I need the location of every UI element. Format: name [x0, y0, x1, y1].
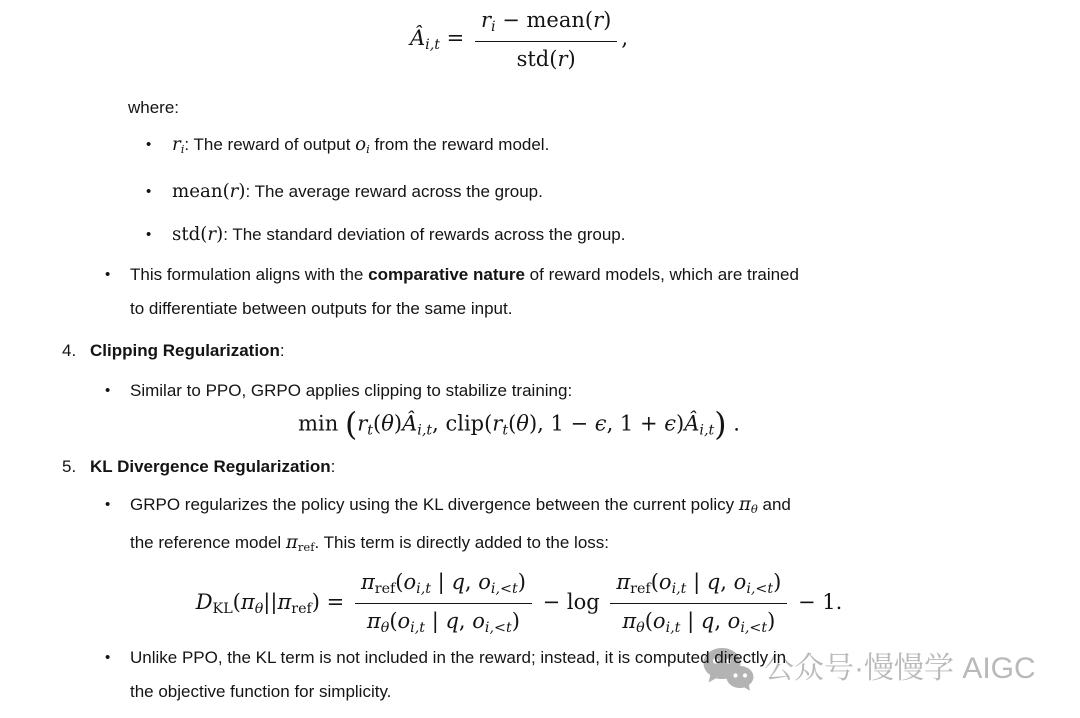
formula-kl [0, 568, 1080, 639]
text-segment: KL Divergence Regularization [90, 456, 331, 476]
text-segment: ref [374, 581, 396, 598]
text-segment: i,<t [490, 581, 518, 598]
text-segment: Similar to PPO, GRPO applies clipping to stabilize training: [130, 381, 573, 401]
watermark-text: 公众号·慢慢学 AIGC [764, 652, 1036, 685]
text-segment: ) [676, 411, 685, 436]
text-segment: , [714, 609, 728, 634]
text-segment: − log [535, 590, 607, 615]
text-segment: | [425, 609, 446, 634]
text-segment: i,t [410, 620, 426, 637]
text-segment: : The standard deviation of rewards across the group. [223, 225, 626, 245]
bullet-clipping [105, 374, 1080, 408]
text-segment: from the reward model. [369, 135, 550, 155]
text-segment: o [733, 570, 747, 595]
text-segment: t [367, 422, 374, 439]
math-fraction [355, 568, 532, 639]
text-segment: π [240, 590, 255, 615]
text-segment: ) [238, 181, 246, 203]
text-segment: r [557, 46, 568, 71]
text-segment: ref [291, 601, 312, 618]
text-segment: ) [603, 8, 612, 32]
text-segment: i,t [417, 422, 433, 439]
math-fraction [475, 6, 617, 73]
text-segment: θ [636, 620, 645, 637]
text-segment: Â [684, 411, 700, 436]
text-segment: i,t [665, 620, 681, 637]
bullet-icon: • [105, 382, 111, 400]
bullet-icon: • [146, 183, 152, 201]
text-segment: the objective function for simplicity. [130, 681, 392, 701]
text-segment: o [478, 570, 491, 595]
definition-text [172, 128, 549, 166]
text-segment: r [593, 8, 604, 32]
note-comparative [105, 258, 1080, 326]
text-segment: ) [767, 609, 776, 634]
text-segment: t [502, 422, 509, 439]
note-text [130, 258, 799, 326]
formula-advantage [0, 0, 1080, 73]
text-segment: π [622, 609, 637, 634]
text-segment: of reward models, which are trained [524, 265, 799, 285]
text-segment: , [464, 570, 479, 595]
text-segment: q [451, 570, 465, 595]
text-segment: π [738, 493, 751, 515]
text-segment: ref [630, 581, 651, 598]
definition-text [172, 218, 625, 252]
text-segment: i,t [425, 37, 440, 54]
list-item-5 [62, 450, 1080, 484]
text-segment: D [195, 590, 213, 615]
text-segment: ϵ [664, 411, 676, 436]
text-segment: r [172, 134, 181, 156]
bullet-icon: • [105, 266, 111, 284]
list-number: 5. [62, 456, 77, 476]
definition-text [172, 175, 543, 209]
text-segment: | [686, 570, 707, 595]
math-fraction [610, 568, 787, 639]
text-segment: π [616, 570, 631, 595]
bullet-icon: • [146, 136, 152, 154]
text-segment: ) [216, 224, 224, 246]
text-segment: | [431, 570, 452, 595]
text-segment: i [366, 142, 370, 157]
text-segment: | [680, 609, 701, 634]
text-segment: = [439, 26, 471, 51]
text-segment: θ [380, 620, 390, 637]
text-segment: the reference model [130, 533, 286, 553]
text-segment: comparative nature [368, 265, 525, 285]
text-segment: ) [511, 609, 520, 634]
text-segment: r [207, 224, 217, 246]
text-segment: π [285, 532, 298, 554]
list-item-4 [62, 334, 1080, 368]
text-segment: KL [212, 601, 233, 618]
text-segment: and [757, 494, 791, 514]
text-segment: ( [650, 570, 659, 595]
text-segment: r [357, 411, 368, 436]
bullet-text [130, 374, 572, 408]
text-segment: || [263, 590, 278, 615]
text-segment: , [458, 609, 473, 634]
text-segment: o [727, 609, 741, 634]
text-segment: π [277, 590, 292, 615]
text-segment: i,<t [740, 620, 768, 637]
text-segment: ( [389, 609, 398, 634]
text-segment: std( [516, 46, 558, 71]
text-segment: o [652, 609, 666, 634]
text-segment: ) = [311, 590, 351, 615]
text-segment: : [279, 341, 285, 361]
fraction-numerator [355, 568, 532, 604]
text-segment: . [726, 411, 740, 436]
text-segment: ref [297, 540, 315, 555]
text-segment: − 1. [791, 590, 843, 615]
text-segment: , [720, 570, 734, 595]
text-segment: π [360, 570, 375, 595]
fraction-denominator [475, 42, 617, 73]
text-segment: : [330, 456, 336, 476]
text-segment: r [492, 411, 503, 436]
where-label: where: [128, 98, 180, 118]
text-segment: i [490, 18, 496, 35]
text-segment: ) [714, 407, 727, 444]
text-segment: i,t [416, 581, 431, 598]
text-segment: min [298, 411, 345, 436]
text-segment: mean( [172, 181, 230, 203]
text-segment: o [403, 570, 417, 595]
text-segment: i,t [671, 581, 687, 598]
text-segment: ) [393, 411, 403, 436]
text-segment: i,<t [746, 581, 774, 598]
text-segment: θ [516, 411, 529, 436]
text-segment: o [355, 134, 367, 156]
text-segment: ( [344, 407, 358, 444]
fraction-numerator [610, 568, 787, 604]
text-segment: : The reward of output [184, 135, 356, 155]
text-segment: ϵ [594, 411, 607, 436]
text-segment: θ [254, 601, 264, 618]
text-segment: , clip( [432, 411, 493, 436]
text-segment: This formulation aligns with the [130, 265, 369, 285]
definition-item-std [146, 218, 1080, 252]
text-segment: o [472, 609, 485, 634]
text-segment: Unlike PPO, the KL term is not included in the reward; instead, it is computed directly in [130, 647, 787, 667]
bullet-icon: • [105, 648, 111, 666]
text-segment: ) [517, 570, 526, 595]
list-number: 4. [62, 341, 77, 361]
definition-item-mean [146, 175, 1080, 209]
text-segment: ( [373, 411, 382, 436]
text-segment: , [621, 26, 629, 51]
fraction-numerator [475, 6, 617, 42]
text-segment: r [480, 8, 491, 32]
text-segment: ( [508, 411, 517, 436]
fraction-denominator [610, 604, 787, 639]
text-segment: ( [232, 590, 241, 615]
formula-clipping [0, 407, 1080, 444]
text-segment: π [366, 609, 381, 634]
text-segment: q [445, 609, 459, 634]
text-segment: i,t [699, 422, 715, 439]
text-segment: q [700, 609, 715, 634]
bullet-text [130, 641, 786, 709]
list-item-title [90, 334, 285, 368]
bullet-icon: • [105, 495, 111, 513]
bullet-text [130, 488, 791, 564]
text-segment: − mean( [495, 8, 594, 32]
bullet-unlike-ppo [105, 641, 1080, 709]
text-segment: θ [381, 411, 394, 436]
text-segment: . This term is directly added to the loss: [314, 533, 610, 553]
text-segment: θ [750, 502, 758, 517]
text-segment: r [229, 181, 239, 203]
bullet-kl-divergence [105, 488, 1080, 564]
text-segment: GRPO regularizes the policy using the KL divergence between the current policy [130, 494, 739, 514]
text-segment: ), 1 − [528, 411, 595, 436]
fraction-denominator [355, 604, 532, 639]
text-segment: ( [395, 570, 404, 595]
text-segment: o [397, 609, 411, 634]
text-segment: Â [409, 26, 426, 51]
text-segment: std( [172, 224, 208, 246]
text-segment: Â [402, 411, 418, 436]
text-segment: : The average reward across the group. [245, 182, 543, 202]
text-segment: o [658, 570, 672, 595]
text-segment: Clipping Regularization [90, 341, 280, 361]
list-item-title [90, 450, 335, 484]
text-segment: i [180, 142, 185, 157]
definition-item-ri [146, 128, 1080, 166]
text-segment: q [706, 570, 721, 595]
text-segment: ( [644, 609, 653, 634]
text-segment: ) [567, 46, 576, 71]
text-segment: ) [773, 570, 782, 595]
bullet-icon: • [146, 226, 152, 244]
text-segment: to differentiate between outputs for the same input. [130, 299, 513, 319]
text-segment: i,<t [484, 620, 512, 637]
text-segment: , 1 + [606, 411, 665, 436]
